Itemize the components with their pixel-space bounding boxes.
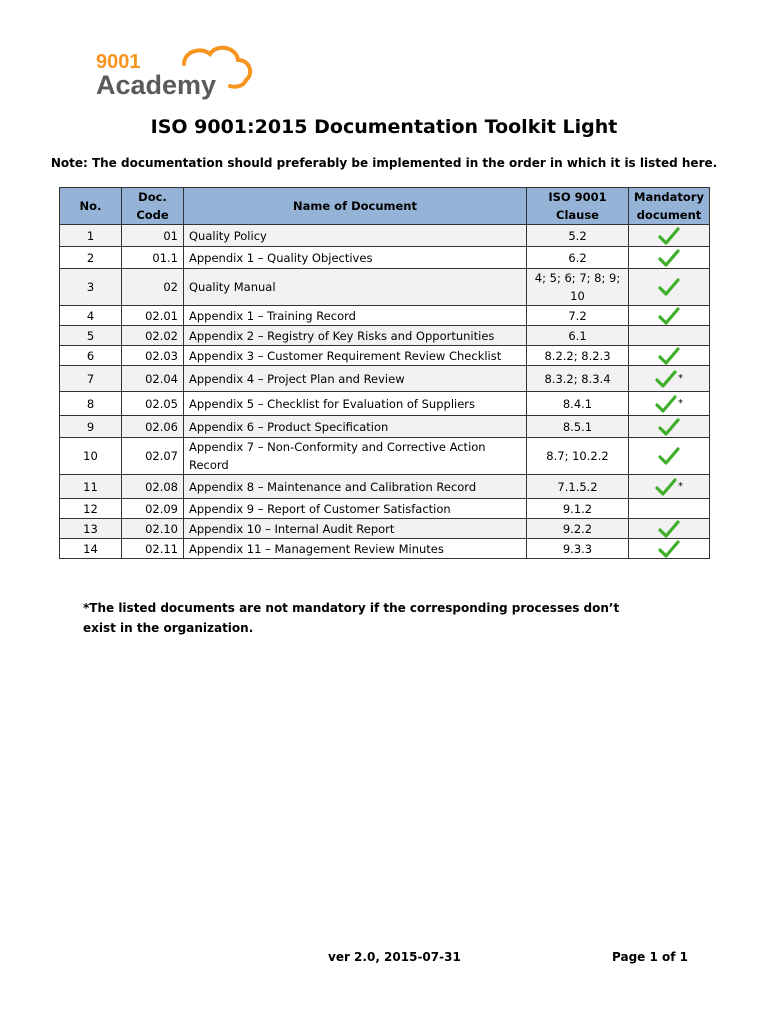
row-mandatory	[629, 499, 710, 519]
row-document-name: Appendix 1 – Training Record	[184, 306, 527, 326]
row-clause: 9.1.2	[527, 499, 629, 519]
row-mandatory	[629, 539, 710, 559]
logo-top-text: 9001	[96, 51, 141, 73]
table-row	[60, 269, 710, 306]
table-row	[60, 346, 710, 366]
checkmark-icon	[658, 520, 680, 538]
row-doc-code: 02.07	[122, 438, 184, 475]
logo	[96, 44, 256, 100]
row-document-name: Appendix 3 – Customer Requirement Review Checklist	[184, 346, 527, 366]
row-number: 7	[60, 366, 122, 392]
row-doc-code: 02.11	[122, 539, 184, 559]
table-row	[60, 225, 710, 247]
row-doc-code: 01.1	[122, 247, 184, 269]
row-doc-code: 02	[122, 269, 184, 306]
row-number: 4	[60, 306, 122, 326]
row-number: 1	[60, 225, 122, 247]
row-doc-code: 02.03	[122, 346, 184, 366]
row-mandatory	[629, 306, 710, 326]
header-doc-code: Doc. Code	[122, 188, 184, 225]
version-text: ver 2.0, 2015-07-31	[328, 950, 461, 964]
table-row	[60, 499, 710, 519]
table-body	[60, 225, 710, 559]
row-document-name: Appendix 8 – Maintenance and Calibration Record	[184, 475, 527, 499]
row-doc-code: 02.01	[122, 306, 184, 326]
row-document-name: Appendix 7 – Non-Conformity and Corrective Action Record	[184, 438, 527, 475]
row-number: 9	[60, 416, 122, 438]
header-clause: ISO 9001 Clause	[527, 188, 629, 225]
checkmark-icon	[658, 249, 680, 267]
row-doc-code: 02.05	[122, 392, 184, 416]
row-document-name: Appendix 1 – Quality Objectives	[184, 247, 527, 269]
row-mandatory	[629, 247, 710, 269]
table-header-row	[60, 188, 710, 225]
row-doc-code: 01	[122, 225, 184, 247]
row-number: 6	[60, 346, 122, 366]
row-clause: 9.2.2	[527, 519, 629, 539]
checkmark-icon	[658, 278, 680, 296]
row-document-name: Appendix 11 – Management Review Minutes	[184, 539, 527, 559]
row-document-name: Quality Manual	[184, 269, 527, 306]
checkmark-icon	[655, 395, 677, 413]
row-doc-code: 02.04	[122, 366, 184, 392]
checkmark-icon	[655, 478, 677, 496]
asterisk-marker: *	[678, 372, 683, 384]
footnote: *The listed documents are not mandatory if the corresponding processes don’t exist in the organization.	[83, 601, 620, 635]
row-doc-code: 02.02	[122, 326, 184, 346]
row-mandatory	[629, 475, 710, 499]
row-mandatory	[629, 366, 710, 392]
row-clause: 8.4.1	[527, 392, 629, 416]
row-number: 14	[60, 539, 122, 559]
row-clause: 8.5.1	[527, 416, 629, 438]
row-clause: 6.2	[527, 247, 629, 269]
row-clause: 8.3.2; 8.3.4	[527, 366, 629, 392]
row-doc-code: 02.09	[122, 499, 184, 519]
table-row	[60, 247, 710, 269]
row-number: 12	[60, 499, 122, 519]
table-row	[60, 438, 710, 475]
table-row	[60, 306, 710, 326]
checkmark-icon	[658, 540, 680, 558]
row-clause: 6.1	[527, 326, 629, 346]
table-row	[60, 519, 710, 539]
checkmark-icon	[658, 307, 680, 325]
table-row	[60, 539, 710, 559]
row-number: 13	[60, 519, 122, 539]
note-text: Note: The documentation should preferably be implemented in the order in which it is listed here.	[50, 156, 718, 170]
row-number: 10	[60, 438, 122, 475]
row-document-name: Appendix 10 – Internal Audit Report	[184, 519, 527, 539]
row-document-name: Appendix 4 – Project Plan and Review	[184, 366, 527, 392]
header-no: No.	[60, 188, 122, 225]
row-mandatory	[629, 438, 710, 475]
row-doc-code: 02.08	[122, 475, 184, 499]
academy-logo-icon	[96, 44, 256, 100]
asterisk-marker: *	[678, 397, 683, 409]
row-number: 2	[60, 247, 122, 269]
row-clause: 8.2.2; 8.2.3	[527, 346, 629, 366]
row-mandatory	[629, 416, 710, 438]
row-number: 8	[60, 392, 122, 416]
row-document-name: Appendix 6 – Product Specification	[184, 416, 527, 438]
page-number: Page 1 of 1	[612, 950, 688, 964]
checkmark-icon	[658, 418, 680, 436]
checkmark-icon	[658, 347, 680, 365]
row-document-name: Appendix 9 – Report of Customer Satisfaction	[184, 499, 527, 519]
row-number: 11	[60, 475, 122, 499]
row-clause: 5.2	[527, 225, 629, 247]
table-row	[60, 416, 710, 438]
checkmark-icon	[658, 447, 680, 465]
table-row	[60, 326, 710, 346]
checkmark-icon	[658, 227, 680, 245]
row-clause: 9.3.3	[527, 539, 629, 559]
row-clause: 8.7; 10.2.2	[527, 438, 629, 475]
header-mandatory: Mandatory document	[629, 188, 710, 225]
documents-table	[59, 187, 710, 559]
table-row	[60, 475, 710, 499]
row-mandatory	[629, 269, 710, 306]
row-document-name: Appendix 5 – Checklist for Evaluation of Suppliers	[184, 392, 527, 416]
header-name: Name of Document	[184, 188, 527, 225]
row-mandatory	[629, 346, 710, 366]
row-clause: 7.1.5.2	[527, 475, 629, 499]
row-mandatory	[629, 326, 710, 346]
row-mandatory	[629, 392, 710, 416]
row-mandatory	[629, 225, 710, 247]
row-document-name: Quality Policy	[184, 225, 527, 247]
row-number: 3	[60, 269, 122, 306]
table-row	[60, 392, 710, 416]
row-clause: 7.2	[527, 306, 629, 326]
checkmark-icon	[655, 370, 677, 388]
row-doc-code: 02.06	[122, 416, 184, 438]
row-document-name: Appendix 2 – Registry of Key Risks and Opportunities	[184, 326, 527, 346]
table-row	[60, 366, 710, 392]
row-mandatory	[629, 519, 710, 539]
page-title: ISO 9001:2015 Documentation Toolkit Light	[150, 116, 618, 138]
row-doc-code: 02.10	[122, 519, 184, 539]
row-number: 5	[60, 326, 122, 346]
asterisk-marker: *	[678, 480, 683, 492]
row-clause: 4; 5; 6; 7; 8; 9; 10	[527, 269, 629, 306]
logo-bottom-text: Academy	[96, 70, 217, 100]
